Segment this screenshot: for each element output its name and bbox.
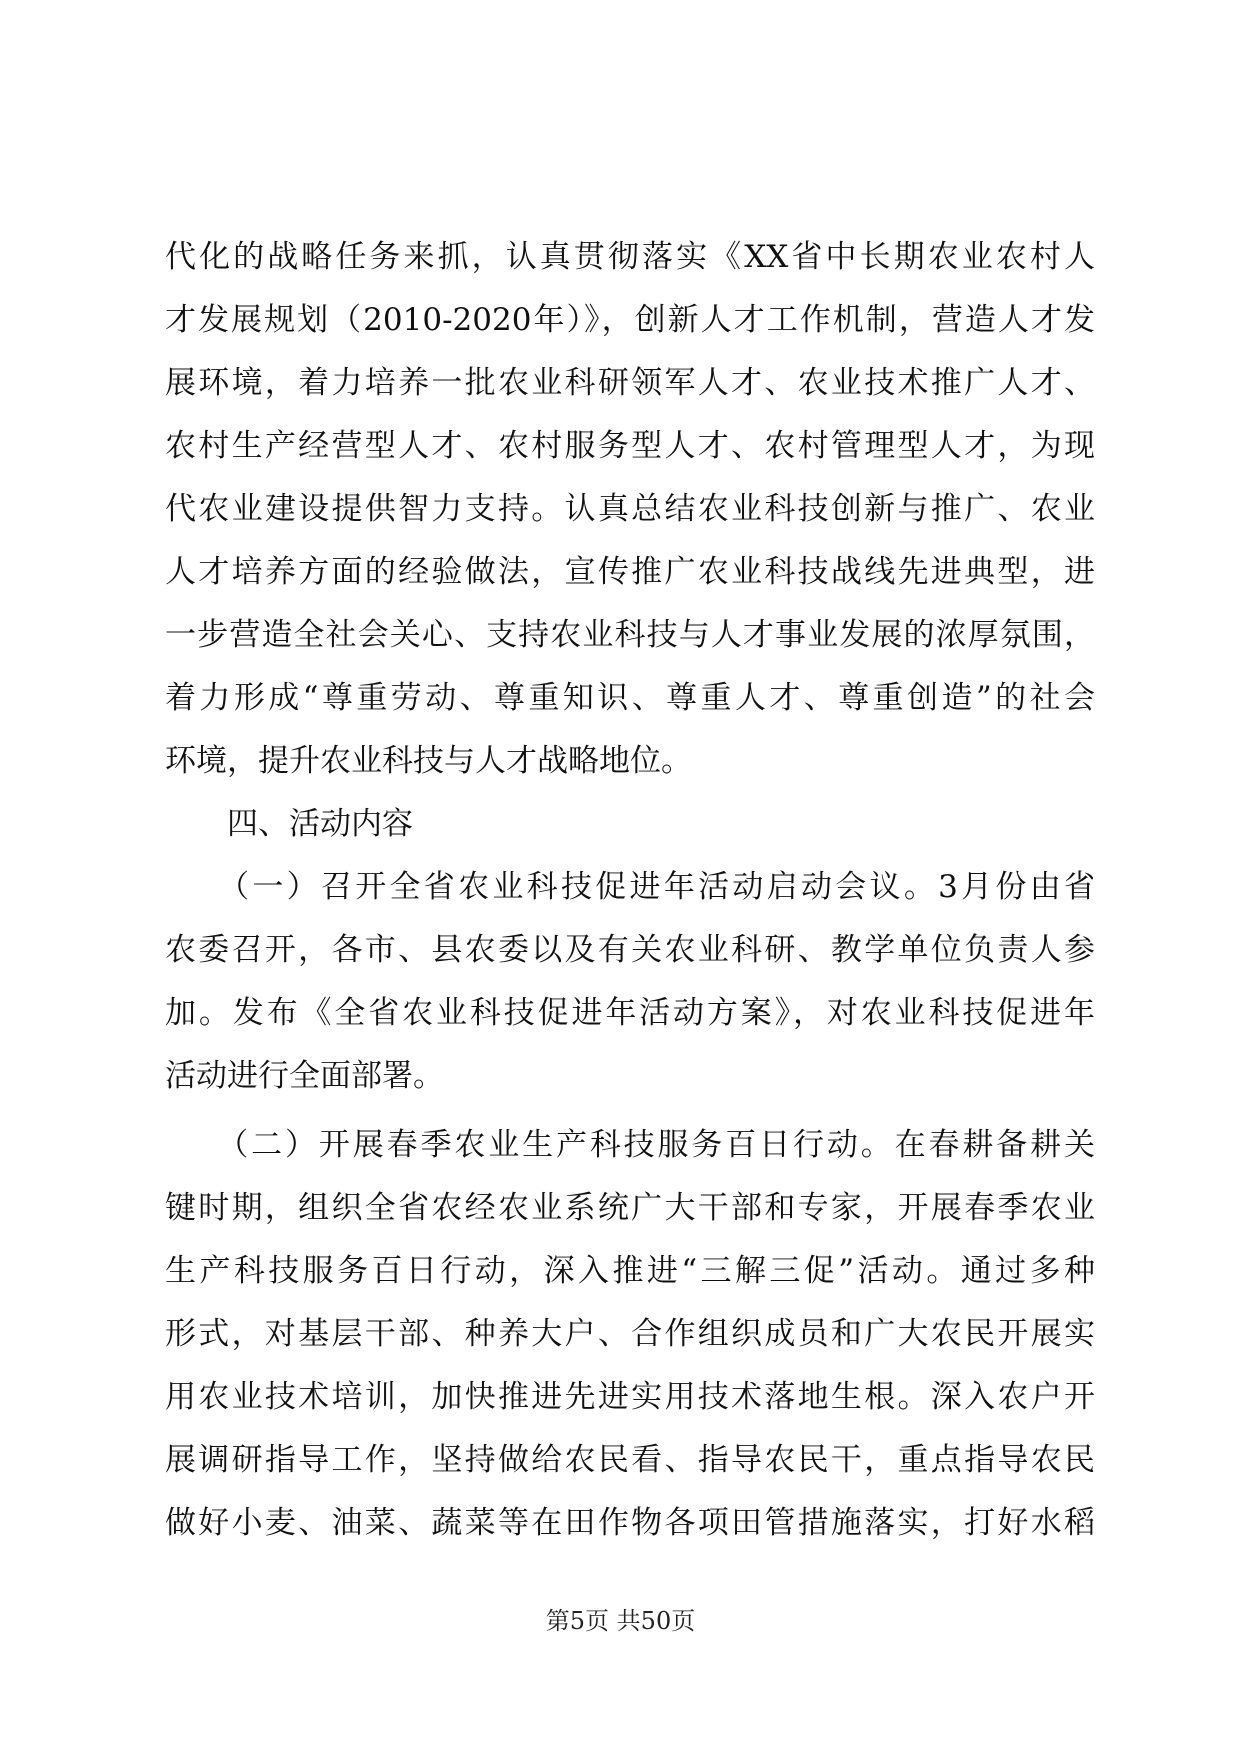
text-line: 做好小麦、油菜、蔬菜等在田作物各项田管措施落实，打好水稻 — [165, 1505, 1095, 1541]
paragraph-launch-meeting — [165, 856, 1095, 1108]
document-body — [165, 226, 1095, 1555]
text-line: 一步营造全社会关心、支持农业科技与人才事业发展的浓厚氛围， — [165, 617, 1095, 653]
text-line: 形式，对基层干部、种养大户、合作组织成员和广大农民开展实 — [165, 1316, 1095, 1352]
text-line: 代农业建设提供智力支持。认真总结农业科技创新与推广、农业 — [165, 491, 1095, 527]
text-line: 生产科技服务百日行动，深入推进“三解三促”活动。通过多种 — [165, 1253, 1095, 1289]
text-line: 才发展规划（2010-2020年）》，创新人才工作机制，营造人才发 — [165, 302, 1095, 338]
text-line: 加。发布《全省农业科技促进年活动方案》，对农业科技促进年 — [165, 995, 1095, 1031]
text-line: 人才培养方面的经验做法，宣传推广农业科技战线先进典型，进 — [165, 554, 1095, 590]
text-line: （二）开展春季农业生产科技服务百日行动。在春耕备耕关 — [165, 1127, 1095, 1163]
text-line: 着力形成“尊重劳动、尊重知识、尊重人才、尊重创造”的社会 — [165, 680, 1095, 716]
section-heading: 四、活动内容 — [165, 806, 413, 842]
text-line: 活动进行全面部署。 — [165, 1058, 444, 1094]
section-heading-activity-content — [165, 793, 1095, 856]
text-line: 展调研指导工作，坚持做给农民看、指导农民干，重点指导农民 — [165, 1442, 1095, 1478]
text-line: 代化的战略任务来抓，认真贯彻落实《XX省中长期农业农村人 — [165, 239, 1095, 275]
text-line: （一）召开全省农业科技促进年活动启动会议。3月份由省 — [165, 869, 1095, 905]
text-line: 农委召开，各市、县农委以及有关农业科研、教学单位负责人参 — [165, 932, 1095, 968]
text-line: 展环境，着力培养一批农业科研领军人才、农业技术推广人才、 — [165, 365, 1095, 401]
text-line: 用农业技术培训，加快推进先进实用技术落地生根。深入农户开 — [165, 1379, 1095, 1415]
text-line: 键时期，组织全省农经农业系统广大干部和专家，开展春季农业 — [165, 1190, 1095, 1226]
text-line: 农村生产经营型人才、农村服务型人才、农村管理型人才，为现 — [165, 428, 1095, 464]
page-number-footer: 第5页 共50页 — [545, 1607, 696, 1635]
text-line: 环境，提升农业科技与人才战略地位。 — [165, 743, 692, 779]
paragraph-talent-plan — [165, 226, 1095, 793]
paragraph-spring-service — [165, 1114, 1095, 1555]
